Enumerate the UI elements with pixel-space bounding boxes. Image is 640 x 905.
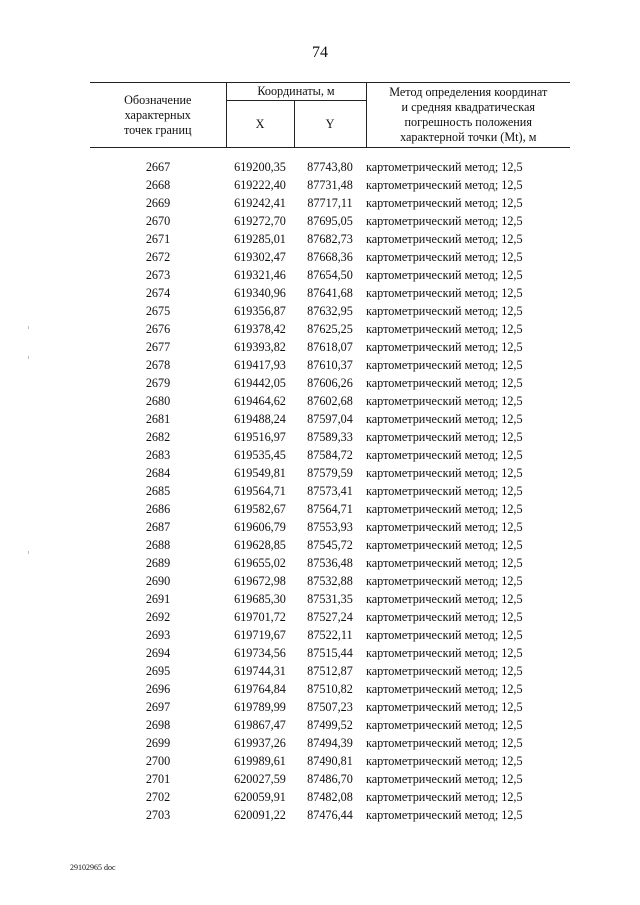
margin-mark (28, 356, 29, 359)
method-cell: картометрический метод; 12,5 (366, 232, 523, 246)
coordinates-table (90, 82, 570, 824)
header-point-line: характерных (124, 107, 191, 122)
coord-x-cell: 619719,67 (234, 628, 286, 642)
coord-x-cell: 619378,42 (234, 322, 286, 336)
coord-x-cell: 619321,46 (234, 268, 286, 282)
table-row (90, 338, 570, 356)
method-cell: картометрический метод; 12,5 (366, 286, 523, 300)
method-cell: картометрический метод; 12,5 (366, 772, 523, 786)
coord-y-cell: 87602,68 (307, 394, 353, 408)
coord-x-cell: 619200,35 (234, 160, 286, 174)
coord-x-cell: 619285,01 (234, 232, 286, 246)
point-id-cell: 2671 (145, 232, 171, 246)
header-point-line: Обозначение (124, 92, 192, 107)
coord-y-cell: 87597,04 (307, 412, 353, 426)
coord-y-cell: 87564,71 (307, 502, 353, 516)
method-cell: картометрический метод; 12,5 (366, 250, 523, 264)
method-cell: картометрический метод; 12,5 (366, 520, 523, 534)
coord-y-cell: 87743,80 (307, 160, 353, 174)
method-cell: картометрический метод; 12,5 (366, 412, 523, 426)
coord-y-cell: 87589,33 (307, 430, 353, 444)
point-id-cell: 2680 (145, 394, 171, 408)
coord-y-cell: 87510,82 (307, 682, 353, 696)
header-method (366, 83, 570, 148)
coord-x-cell: 619549,81 (234, 466, 286, 480)
point-id-cell: 2700 (145, 754, 171, 768)
method-cell: картометрический метод; 12,5 (366, 322, 523, 336)
coord-x-cell: 619582,67 (234, 502, 286, 516)
method-cell: картометрический метод; 12,5 (366, 430, 523, 444)
point-id-cell: 2667 (145, 160, 171, 174)
point-id-cell: 2690 (145, 574, 171, 588)
point-id-cell: 2674 (145, 286, 171, 300)
coord-x-cell: 619937,26 (234, 736, 286, 750)
header-point-designation (90, 83, 226, 148)
table-row (90, 374, 570, 392)
header-method-line: и средняя квадратическая (401, 100, 535, 114)
point-id-cell: 2676 (145, 322, 171, 336)
point-id-cell: 2679 (145, 376, 171, 390)
point-id-cell: 2697 (145, 700, 171, 714)
table-row (90, 608, 570, 626)
table-row (90, 284, 570, 302)
table-row (90, 626, 570, 644)
method-cell: картометрический метод; 12,5 (366, 466, 523, 480)
table-row (90, 194, 570, 212)
table-row (90, 680, 570, 698)
coord-y-cell: 87531,35 (307, 592, 353, 606)
method-cell: картометрический метод; 12,5 (366, 214, 523, 228)
page-number: 74 (312, 44, 328, 61)
coord-x-cell: 619672,98 (234, 574, 286, 588)
point-id-cell: 2692 (145, 610, 171, 624)
method-cell: картометрический метод; 12,5 (366, 556, 523, 570)
method-cell: картометрический метод; 12,5 (366, 682, 523, 696)
coord-x-cell: 619564,71 (234, 484, 286, 498)
coord-x-cell: 619302,47 (234, 250, 286, 264)
coord-y-cell: 87682,73 (307, 232, 353, 246)
method-cell: картометрический метод; 12,5 (366, 700, 523, 714)
coord-x-cell: 619464,62 (234, 394, 286, 408)
coord-x-cell: 619989,61 (234, 754, 286, 768)
table-row (90, 158, 570, 176)
point-id-cell: 2677 (145, 340, 171, 354)
header-method-line: Метод определения координат (389, 85, 548, 99)
table-row (90, 806, 570, 824)
table-row (90, 302, 570, 320)
point-id-cell: 2688 (145, 538, 171, 552)
method-cell: картометрический метод; 12,5 (366, 592, 523, 606)
coord-x-cell: 619222,40 (234, 178, 286, 192)
table-header (90, 83, 570, 148)
header-method-line: погрешность положения (404, 115, 532, 129)
method-cell: картометрический метод; 12,5 (366, 304, 523, 318)
table-row (90, 356, 570, 374)
coord-y-cell: 87668,36 (307, 250, 353, 264)
coord-x-cell: 620059,91 (234, 790, 286, 804)
coord-y-cell: 87507,23 (307, 700, 353, 714)
coord-y-cell: 87494,39 (307, 736, 353, 750)
coord-x-cell: 619685,30 (234, 592, 286, 606)
coord-y-cell: 87486,70 (307, 772, 353, 786)
table-row (90, 392, 570, 410)
method-cell: картометрический метод; 12,5 (366, 664, 523, 678)
coord-y-cell: 87499,52 (307, 718, 353, 732)
table-row (90, 320, 570, 338)
method-cell: картометрический метод; 12,5 (366, 196, 523, 210)
table-row (90, 518, 570, 536)
coord-y-cell: 87632,95 (307, 304, 353, 318)
table-row (90, 788, 570, 806)
coord-x-cell: 619272,70 (234, 214, 286, 228)
method-cell: картометрический метод; 12,5 (366, 178, 523, 192)
coord-y-cell: 87584,72 (307, 448, 353, 462)
table-row (90, 464, 570, 482)
method-cell: картометрический метод; 12,5 (366, 448, 523, 462)
header-method-line: характерной точки (Mt), м (400, 130, 537, 144)
coord-y-cell: 87553,93 (307, 520, 353, 534)
table-row (90, 266, 570, 284)
point-id-cell: 2689 (145, 556, 171, 570)
footer-doc-id: 29102965 doc (70, 863, 116, 872)
table-row (90, 590, 570, 608)
point-id-cell: 2685 (145, 484, 171, 498)
method-cell: картометрический метод; 12,5 (366, 736, 523, 750)
table-row (90, 230, 570, 248)
table-row (90, 770, 570, 788)
point-id-cell: 2686 (145, 502, 171, 516)
coord-y-cell: 87532,88 (307, 574, 353, 588)
coord-x-cell: 619867,47 (234, 718, 286, 732)
table-row (90, 752, 570, 770)
coord-y-cell: 87522,11 (307, 628, 353, 642)
margin-mark (28, 326, 29, 329)
coord-y-cell: 87536,48 (307, 556, 353, 570)
coord-x-cell: 619488,24 (234, 412, 286, 426)
coord-y-cell: 87490,81 (307, 754, 353, 768)
table-row (90, 176, 570, 194)
point-id-cell: 2691 (145, 592, 171, 606)
method-cell: картометрический метод; 12,5 (366, 610, 523, 624)
point-id-cell: 2682 (145, 430, 171, 444)
coord-y-cell: 87654,50 (307, 268, 353, 282)
method-cell: картометрический метод; 12,5 (366, 754, 523, 768)
margin-mark (28, 551, 29, 554)
header-coordinates: Координаты, м (226, 83, 366, 101)
point-id-cell: 2695 (145, 664, 171, 678)
table-row (90, 482, 570, 500)
table-row (90, 662, 570, 680)
coord-x-cell: 620027,59 (234, 772, 286, 786)
method-cell: картометрический метод; 12,5 (366, 790, 523, 804)
method-cell: картометрический метод; 12,5 (366, 502, 523, 516)
table-row (90, 410, 570, 428)
table-row (90, 248, 570, 266)
method-cell: картометрический метод; 12,5 (366, 574, 523, 588)
coord-y-cell: 87573,41 (307, 484, 353, 498)
coord-y-cell: 87695,05 (307, 214, 353, 228)
method-cell: картометрический метод; 12,5 (366, 718, 523, 732)
coord-x-cell: 619606,79 (234, 520, 286, 534)
table-row (90, 428, 570, 446)
table-row (90, 572, 570, 590)
coord-y-cell: 87515,44 (307, 646, 353, 660)
coord-y-cell: 87482,08 (307, 790, 353, 804)
header-y: Y (294, 101, 366, 148)
coord-x-cell: 619628,85 (234, 538, 286, 552)
coord-y-cell: 87476,44 (307, 808, 353, 822)
table-body (90, 148, 570, 825)
table-row (90, 698, 570, 716)
point-id-cell: 2668 (145, 178, 171, 192)
coord-x-cell: 619789,99 (234, 700, 286, 714)
table-row (90, 644, 570, 662)
table-row (90, 716, 570, 734)
coord-x-cell: 619242,41 (234, 196, 286, 210)
coord-x-cell: 619655,02 (234, 556, 286, 570)
coord-x-cell: 619516,97 (234, 430, 286, 444)
coord-x-cell: 619744,31 (234, 664, 286, 678)
method-cell: картометрический метод; 12,5 (366, 628, 523, 642)
coord-x-cell: 619734,56 (234, 646, 286, 660)
method-cell: картометрический метод; 12,5 (366, 358, 523, 372)
coord-x-cell: 619356,87 (234, 304, 286, 318)
point-id-cell: 2701 (145, 772, 171, 786)
point-id-cell: 2670 (145, 214, 171, 228)
coord-x-cell: 619417,93 (234, 358, 286, 372)
coord-y-cell: 87618,07 (307, 340, 353, 354)
point-id-cell: 2694 (145, 646, 171, 660)
point-id-cell: 2703 (145, 808, 171, 822)
point-id-cell: 2698 (145, 718, 171, 732)
method-cell: картометрический метод; 12,5 (366, 646, 523, 660)
table-row (90, 536, 570, 554)
method-cell: картометрический метод; 12,5 (366, 340, 523, 354)
coord-x-cell: 619393,82 (234, 340, 286, 354)
point-id-cell: 2673 (145, 268, 171, 282)
table-row (90, 500, 570, 518)
method-cell: картометрический метод; 12,5 (366, 160, 523, 174)
point-id-cell: 2672 (145, 250, 171, 264)
method-cell: картометрический метод; 12,5 (366, 376, 523, 390)
coord-y-cell: 87610,37 (307, 358, 353, 372)
coord-y-cell: 87606,26 (307, 376, 353, 390)
coord-x-cell: 619701,72 (234, 610, 286, 624)
point-id-cell: 2669 (145, 196, 171, 210)
table-row (90, 554, 570, 572)
point-id-cell: 2678 (145, 358, 171, 372)
coord-x-cell: 619535,45 (234, 448, 286, 462)
coord-y-cell: 87527,24 (307, 610, 353, 624)
point-id-cell: 2693 (145, 628, 171, 642)
point-id-cell: 2696 (145, 682, 171, 696)
point-id-cell: 2699 (145, 736, 171, 750)
header-x: X (226, 101, 294, 148)
point-id-cell: 2675 (145, 304, 171, 318)
header-point-line: точек границ (123, 122, 192, 137)
method-cell: картометрический метод; 12,5 (366, 268, 523, 282)
point-id-cell: 2683 (145, 448, 171, 462)
method-cell: картометрический метод; 12,5 (366, 484, 523, 498)
coord-x-cell: 619442,05 (234, 376, 286, 390)
point-id-cell: 2687 (145, 520, 171, 534)
coord-x-cell: 619764,84 (234, 682, 286, 696)
coord-y-cell: 87545,72 (307, 538, 353, 552)
table-row (90, 446, 570, 464)
table-row (90, 212, 570, 230)
coord-x-cell: 620091,22 (234, 808, 286, 822)
coord-x-cell: 619340,96 (234, 286, 286, 300)
point-id-cell: 2684 (145, 466, 171, 480)
coord-y-cell: 87717,11 (307, 196, 353, 210)
point-id-cell: 2681 (145, 412, 171, 426)
method-cell: картометрический метод; 12,5 (366, 538, 523, 552)
coord-y-cell: 87579,59 (307, 466, 353, 480)
coord-y-cell: 87641,68 (307, 286, 353, 300)
method-cell: картометрический метод; 12,5 (366, 394, 523, 408)
method-cell: картометрический метод; 12,5 (366, 808, 523, 822)
coord-y-cell: 87625,25 (307, 322, 353, 336)
point-id-cell: 2702 (145, 790, 171, 804)
coord-y-cell: 87731,48 (307, 178, 353, 192)
coord-y-cell: 87512,87 (307, 664, 353, 678)
table-row (90, 734, 570, 752)
